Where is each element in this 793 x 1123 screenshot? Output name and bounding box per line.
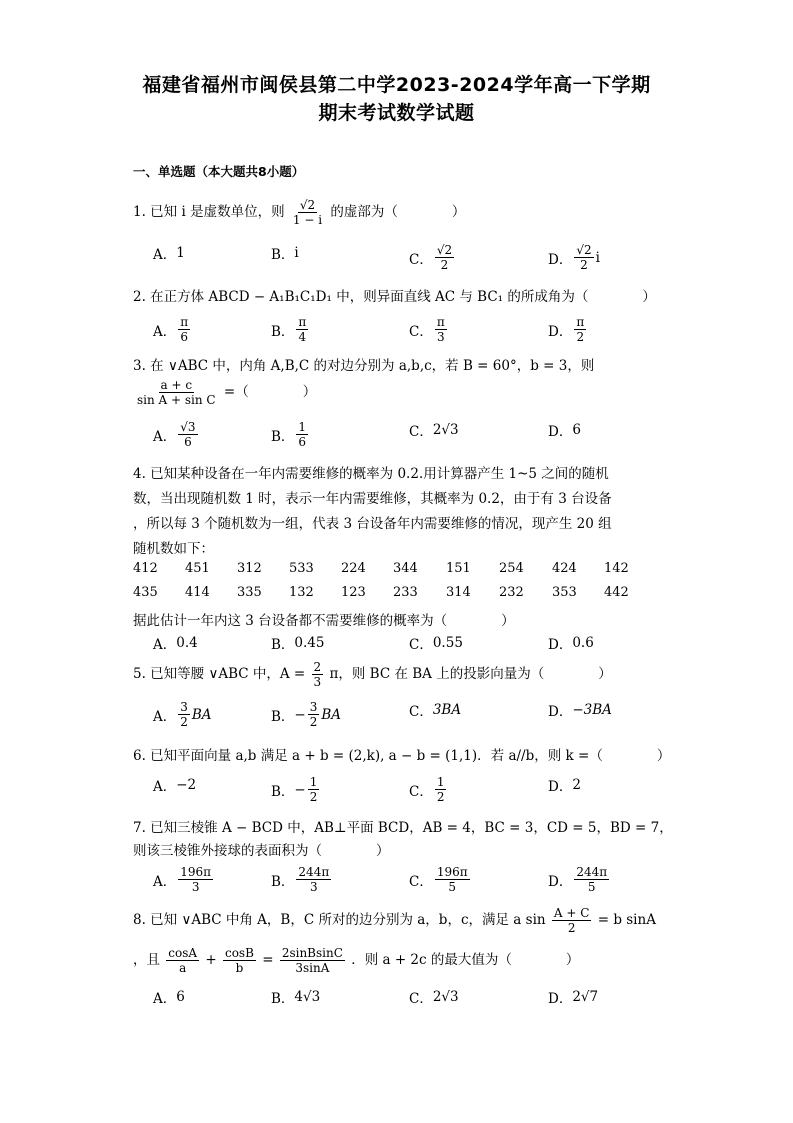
question-5: 5. 已知等腰 ∨ABC 中，A = $\frac{2}{3}$ π，则 BC 在 BA 上的投影向量为（ ） [133, 660, 612, 689]
options-q8 [153, 987, 673, 1017]
question-3: 3. 在 ∨ABC 中，内角 A,B,C 的对边分别为 a,b,c，若 B = 60°，b = 3，则 [133, 358, 595, 374]
option-d[interactable]: D． 2√7 [548, 989, 599, 1007]
question-1 [133, 198, 465, 227]
option-c[interactable]: C． $\frac{\pi}{3}$ [409, 315, 445, 344]
option-d[interactable]: D． $\frac{√2}{2}$ i [548, 243, 600, 272]
option-d[interactable]: D． 6 [548, 422, 581, 440]
option-b[interactable]: B． − $\frac{3}{2}$ BA [271, 700, 342, 729]
option-d[interactable]: D． $\frac{\pi}{2}$ [548, 315, 585, 344]
option-a[interactable]: A． $\frac{√3}{6}$ [153, 420, 196, 449]
question-text: 1. 已知 i 是虚数单位，则 [133, 204, 285, 220]
options-q1 [153, 243, 673, 273]
question-7-line1: 7. 已知三棱锥 A − BCD 中，AB⊥平面 BCD，AB = 4，BC = 3，CD = 5，BD = 7， [133, 820, 673, 836]
option-b[interactable]: B． 0.45 [271, 635, 325, 653]
option-c[interactable]: C． $\frac{√2}{2}$ [409, 243, 453, 272]
options-q3 [153, 420, 673, 450]
options-q6 [153, 775, 673, 805]
exam-title-line2: 期末考试数学试题 [318, 102, 475, 124]
question-4-end: 据此估计一年内这 3 台设备都不需要维修的概率为（ ） [133, 613, 515, 629]
option-c[interactable]: C． $\frac{196\pi}{5}$ [409, 865, 468, 894]
options-q7 [153, 865, 673, 895]
options-q4 [153, 633, 673, 663]
option-c[interactable]: C． 0.55 [409, 635, 463, 653]
option-d[interactable]: D． 0.6 [548, 635, 594, 653]
option-a[interactable]: A． 0.4 [153, 635, 198, 653]
question-7-line2: 则该三棱锥外接球的表面积为（ ） [133, 843, 390, 859]
option-a[interactable]: A． 6 [153, 989, 185, 1007]
option-c[interactable]: C． $\frac{1}{2}$ [409, 775, 445, 804]
option-b[interactable]: B． $\frac{244\pi}{3}$ [271, 865, 330, 894]
option-c[interactable]: C． 2√3 [409, 422, 459, 440]
option-b[interactable]: B． i [271, 245, 299, 263]
question-8-line2: ，且 $\frac{\cos A}{a}$ + $\frac{\cos B}{b}$ = $\frac{\text{2sinBsinC}}{3\sin A}$ ．则 a + 2c 的最大值为（ ） [133, 946, 580, 975]
question-4-line1: 4. 已知某种设备在一年内需要维修的概率为 0.2.用计算器产生 1~5 之间的随机 [133, 466, 609, 482]
section-heading: 一、单选题（本大题共8小题） [133, 164, 305, 179]
option-b[interactable]: B． $\frac{\pi}{4}$ [271, 315, 307, 344]
options-q5 [153, 700, 673, 730]
question-2: 2. 在正方体 ABCD − A₁B₁C₁D₁ 中，则异面直线 AC 与 BC₁ 的所成角为（ ） [133, 289, 656, 305]
option-d[interactable]: D． 2 [548, 777, 581, 795]
option-a[interactable]: A． $\frac{\pi}{6}$ [153, 315, 189, 344]
question-text: 的虚部为（ ） [330, 204, 466, 220]
option-b[interactable]: B． $\frac{1}{6}$ [271, 420, 307, 449]
option-d[interactable]: D． −3BA [548, 702, 612, 720]
question-6: 6. 已知平面向量 a,b 满足 a + b = (2,k), a − b = (1,1)．若 a//b，则 k =（ ） [133, 748, 671, 764]
option-b[interactable]: B． 4√3 [271, 989, 321, 1007]
question-4-line3: ，所以每 3 个随机数为一组，代表 3 台设备年内需要维修的情况，现产生 20 组 [133, 516, 612, 532]
question-4-line2: 数，当出现随机数 1 时，表示一年内需要维修，其概率为 0.2，由于有 3 台设备 [133, 491, 612, 507]
option-c[interactable]: C． 3BA [409, 702, 462, 720]
exam-title-line1: 福建省福州市闽侯县第二中学2023-2024学年高一下学期 [142, 74, 651, 96]
option-c[interactable]: C． 2√3 [409, 989, 459, 1007]
option-d[interactable]: D． $\frac{244\pi}{5}$ [548, 865, 608, 894]
question-8-line1: 8. 已知 ∨ABC 中角 A，B，C 所对的边分别为 a，b，c，满足 a sin $\frac{A + C}{2}$ = b sinA [133, 906, 656, 935]
fraction: $\frac{√2}{1 - i}$ [292, 198, 323, 227]
option-b[interactable]: B． − $\frac{1}{2}$ [271, 775, 318, 804]
option-a[interactable]: A． 1 [153, 245, 185, 263]
exam-page: 福建省福州市闽侯县第二中学2023-2024学年高一下学期 期末考试数学试题 一、单选题（本大题共8小题） 1. 已知 i 是虚数单位，则 $\frac{√2}{1 - i}$ 的虚部为（ ） A． 1 B． i C． $\frac{√2}{2}$ D． $\frac{√2}{2}$ i 2. 在正方体 ABCD − A₁B₁C₁D₁ 中，则异面直线 AC 与 BC₁ 的所成角为（ ） A． $\frac{\pi}{6}$ B． $\frac{\pi}{4}$ C． $\frac{\pi}{3}$ D． $\frac{\pi}{2}$ 3. 在 ∨ABC 中，内角 A,B,C 的对边分别为 a,b,c，若 B = 60°，b = 3，则 $\frac{a + c}{\text{sin A + sin C}}$ =（ ） A． $\frac{√3}{6}$ B． $\frac{1}{6}$ C． 2√3 D． 6 4. 已知某种设备在一年内需要维修的概率为 0.2.用计算器产生 1~5 之间的随机 数，当出现随机数 1 时，表示一年内需要维修，其概率为 0.2，由于有 3 台设备 ，所以每 3 个随机数为一组，代表 3 台设备年内需要维修的情况，现产生 20 组 随机数如下： 412 451 312 533 224 344 151 254 424 142 435 414 335 132 123 233 314 232 353 442 据此估计一年内这 3 台设备都不需要维修的概率为（ ） A． 0.4 B． 0.45 C． 0.55 D． 0.6 5. 已知等腰 ∨ABC 中，A = $\frac{2}{3}$ π，则 BC 在 BA 上的投影向量为（ ） A． $\frac{3}{2}$ BA B． − $\frac{3}{2}$ BA C． 3BA D． −3BA 6. 已知平面向量 a,b 满足 a + b = (2,k), a − b = (1,1)．若 a//b，则 k =（ ） A． −2 B． − $\frac{1}{2}$ C． $\frac{1}{2}$ D． 2 7. 已知三棱锥 A − BCD 中，AB⊥平面 BCD，AB = 4，BC = 3，CD = 5，BD = 7， 则该三棱锥外接球的表面积为（ ） A． $\frac{196\pi}{3}$ B． $\frac{244\pi}{3}$ C． $\frac{196\pi}{5}$ D． $\frac{244\pi}{5}$ 8. 已知 ∨ABC 中角 A，B，C 所对的边分别为 a，b，c，满足 a sin $\frac{A + C}{2}$ = b sinA ，且 $\frac{\cos A}{a}$ + $\frac{\cos B}{b}$ = $\frac{\text{2sinBsinC}}{3\sin A}$ ．则 a + 2c 的最大值为（ ） A． 6 B． 4√3 C． 2√3 D． 2√7 [0, 0, 793, 1123]
question-4-line4: 随机数如下： [133, 541, 214, 557]
question-3-formula: $\frac{a + c}{\text{sin A + sin C}}$ =（ ） [137, 378, 317, 407]
option-a[interactable]: A． $\frac{3}{2}$ BA [153, 700, 212, 729]
option-a[interactable]: A． $\frac{196\pi}{3}$ [153, 865, 212, 894]
options-q2 [153, 315, 673, 345]
option-a[interactable]: A． −2 [153, 777, 197, 795]
